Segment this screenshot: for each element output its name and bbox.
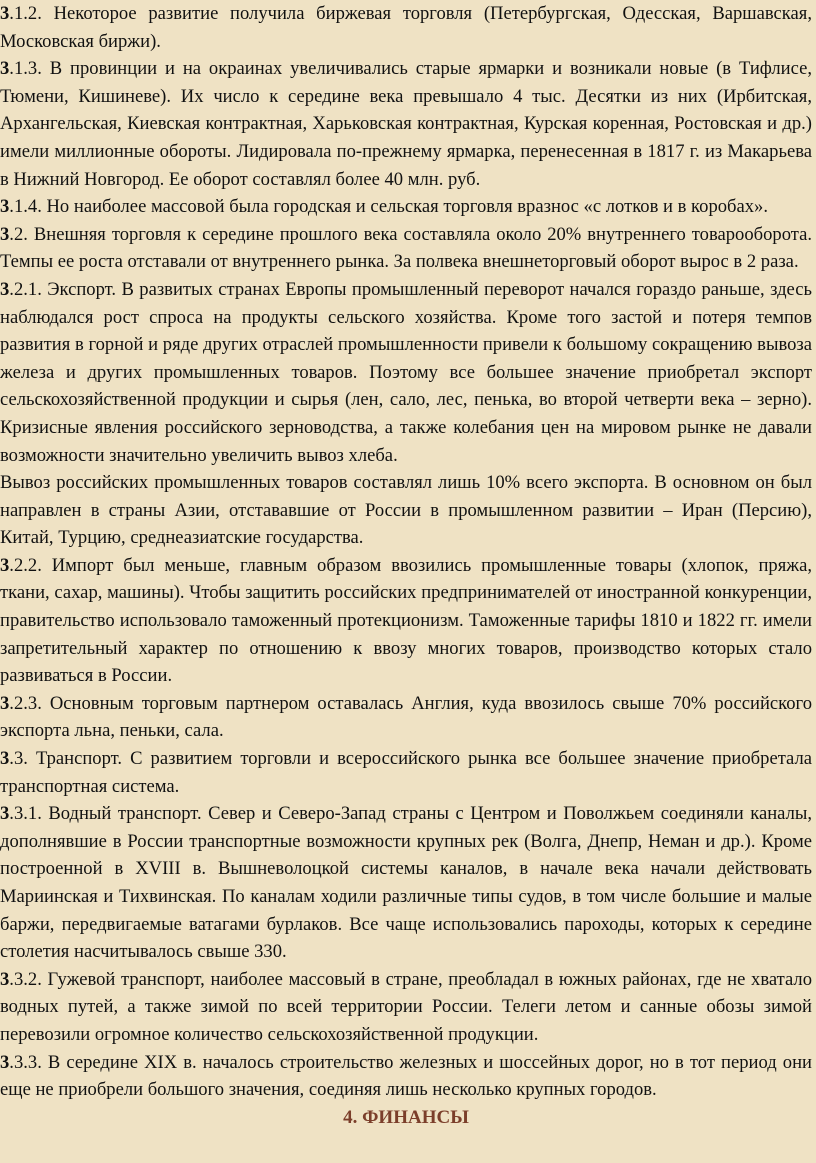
- paragraph-3-3-1: 3.3.1. Водный транспорт. Север и Северо-Запад страны с Центром и Поволжьем соединяли каналы, дополнявшие в России транспортные возможности крупных рек (Волга, Днепр, Неман и др.). Кроме построенной в XVIII в. Вышневолоцкой системы каналов, в начале века начали действовать Мариинская и Тихвинская. По каналам ходили различные типы судов, в том числе большие и малые баржи, передвигаемые ватагами бурлаков. Все чаще использовались пароходы, которых к середине столетия насчитывалось свыше 330.: [0, 803, 812, 963]
- paragraph-3-2-1: 3.2.1. Экспорт. В развитых странах Европы промышленный переворот начался гораздо раньше, здесь наблюдался рост спроса на продукты сельского хозяйства. Кроме того застой и потеря темпов развития в горной и ряде других отраслей промышленности привели к большому сокращению вывоза железа и других промышленных товаров. Поэтому все большее значение приобретал экспорт сельскохозяйственной продукции и сырья (лен, сало, лес, пенька, во второй четверти века – зерно). Кризисные явления российского зерноводства, а также колебания цен на мировом рынке не давали возможности значительно увеличить вывоз хлеба.: [0, 278, 812, 466]
- paragraph-3-2: 3.2. Внешняя торговля к середине прошлого века составляла около 20% внутреннего товарооборота. Темпы ее роста отставали от внутреннего рынка. За полвека внешнеторговый оборот вырос в 2 раза.: [0, 223, 812, 273]
- paragraph-3-2-2: 3.2.2. Импорт был меньше, главным образом ввозились промышленные товары (хлопок, пряжа, ткани, сахар, машины). Чтобы защитить российских предпринимателей от иностранной конкуренции, правительство использовало таможенный протекционизм. Таможенные тарифы 1810 и 1822 гг. имели запретительный характер по отношению к ввозу многих товаров, производство которых стало развиваться в России.: [0, 554, 812, 687]
- paragraph-3-3: 3.3. Транспорт. С развитием торговли и всероссийского рынка все большее значение приобретала транспортная система.: [0, 748, 812, 797]
- paragraph-export-continued: Вывоз российских промышленных товаров составлял лишь 10% всего экспорта. В основном он был направлен в страны Азии, отстававшие от России в промышленном развитии – Иран (Персию), Китай, Турцию, среднеазиатские государства.: [0, 472, 812, 549]
- paragraph-3-1-4: 3.1.4. Но наиболее массовой была городская и сельская торговля вразнос «с лотков и в коробах».: [0, 196, 768, 218]
- paragraph-3-3-2: 3.3.2. Гужевой транспорт, наиболее массовый в стране, преобладал в южных районах, где не хватало водных путей, а также зимой по всей территории России. Телеги летом и санные обозы зимой перевозили огромное количество сельскохозяйственной продукции.: [0, 968, 812, 1045]
- paragraph-3-3-3: 3.3.3. В середине XIX в. началось строительство железных и шоссейных дорог, но в тот период они еще не приобрели большого значения, соединяя лишь несколько крупных городов.: [0, 1051, 812, 1101]
- paragraph-3-1-3: 3.1.3. В провинции и на окраинах увеличивались старые ярмарки и возникали новые (в Тифлисе, Тюмени, Кишиневе). Их число к середине века превышало 4 тыс. Десятки из них (Ирбитская, Архангельская, Киевская контрактная, Харьковская контрактная, Курская коренная, Ростовская и др.) имели миллионные обороты. Лидировала по-прежнему ярмарка, перенесенная в 1817 г. из Макарьева в Нижний Новгород. Ее оборот составлял более 40 млн. руб.: [0, 58, 812, 190]
- paragraph-3-2-3: 3.2.3. Основным торговым партнером оставалась Англия, куда ввозилось свыше 70% российского экспорта льна, пеньки, сала.: [0, 692, 812, 742]
- paragraph-3-1-2: 3.1.2. Некоторое развитие получила биржевая торговля (Петербургская, Одесская, Варшавская, Московская биржи).: [0, 3, 812, 52]
- section-heading-finances: 4. ФИНАНСЫ: [343, 1106, 469, 1128]
